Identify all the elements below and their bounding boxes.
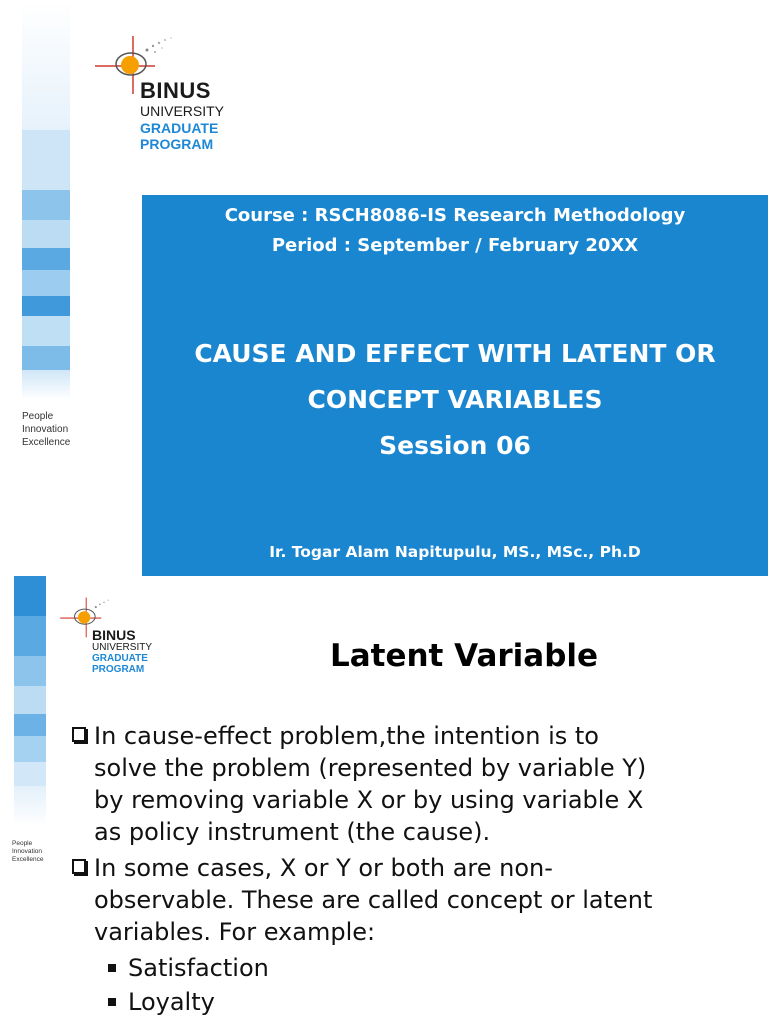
- logo-graduate-text: GRADUATE: [92, 653, 148, 664]
- content-slide: [0, 576, 768, 1024]
- logo-university-text: UNIVERSITY: [140, 103, 225, 119]
- bullet-line: variables. For example:: [94, 918, 376, 946]
- logo-wordmark: [140, 80, 224, 151]
- tagline-innovation: Innovation: [12, 848, 42, 855]
- bullet-item: [70, 852, 760, 948]
- square-bullet-icon: [108, 964, 116, 972]
- checkbox-bullet-icon: [72, 859, 86, 874]
- sub-bullet-loyalty: Loyalty: [128, 988, 215, 1016]
- author-name: Ir. Togar Alam Napitupulu, MS., MSc., Ph.D: [269, 543, 641, 561]
- square-bullet-icon: [108, 998, 116, 1006]
- title-line-1: CAUSE AND EFFECT WITH LATENT OR: [194, 339, 716, 368]
- bullet-line: In cause-effect problem,the intention is to: [94, 722, 599, 750]
- binus-logo: [95, 28, 255, 168]
- checkbox-bullet-icon: [72, 727, 86, 742]
- logo-binus-text: BINUS: [140, 78, 211, 103]
- decorative-mosaic-strip: [22, 0, 70, 576]
- slide-heading: Latent Variable: [329, 638, 599, 674]
- slide-title: [142, 331, 768, 469]
- logo-program-text: PROGRAM: [140, 136, 214, 152]
- bullet-list: [70, 720, 760, 1018]
- course-line: Course : RSCH8086-IS Research Methodology: [224, 205, 686, 226]
- course-info: [142, 201, 768, 261]
- tagline-people: People: [22, 411, 54, 422]
- bullet-line: solve the problem (represented by variable Y): [94, 754, 647, 782]
- tagline: [12, 840, 43, 864]
- tagline-people: People: [12, 840, 33, 847]
- binus-logo: [60, 592, 170, 688]
- logo-binus-text: BINUS: [92, 627, 136, 643]
- bullet-line: observable. These are called concept or latent: [94, 886, 653, 914]
- bullet-item: [70, 720, 760, 848]
- logo-graduate-text: GRADUATE: [140, 120, 219, 136]
- title-line-2: CONCEPT VARIABLES: [307, 385, 603, 414]
- bullet-line: as policy instrument (the cause).: [94, 818, 491, 846]
- decorative-mosaic-strip: [14, 576, 46, 1024]
- logo-wordmark: [92, 628, 152, 675]
- sub-bullet-item: [70, 952, 760, 984]
- title-panel: [142, 195, 768, 576]
- sub-bullet-satisfaction: Satisfaction: [128, 954, 269, 982]
- logo-university-text: UNIVERSITY: [92, 642, 153, 653]
- bullet-line: by removing variable X or by using variable X: [94, 786, 644, 814]
- tagline-excellence: Excellence: [12, 856, 44, 863]
- sub-bullet-item: [70, 986, 760, 1018]
- session-number: Session 06: [379, 431, 531, 460]
- tagline: [22, 410, 70, 449]
- period-line: Period : September / February 20XX: [271, 235, 639, 256]
- bullet-line: In some cases, X or Y or both are non-: [94, 854, 553, 882]
- tagline-innovation: Innovation: [22, 424, 69, 435]
- logo-program-text: PROGRAM: [92, 664, 145, 675]
- tagline-excellence: Excellence: [22, 437, 71, 448]
